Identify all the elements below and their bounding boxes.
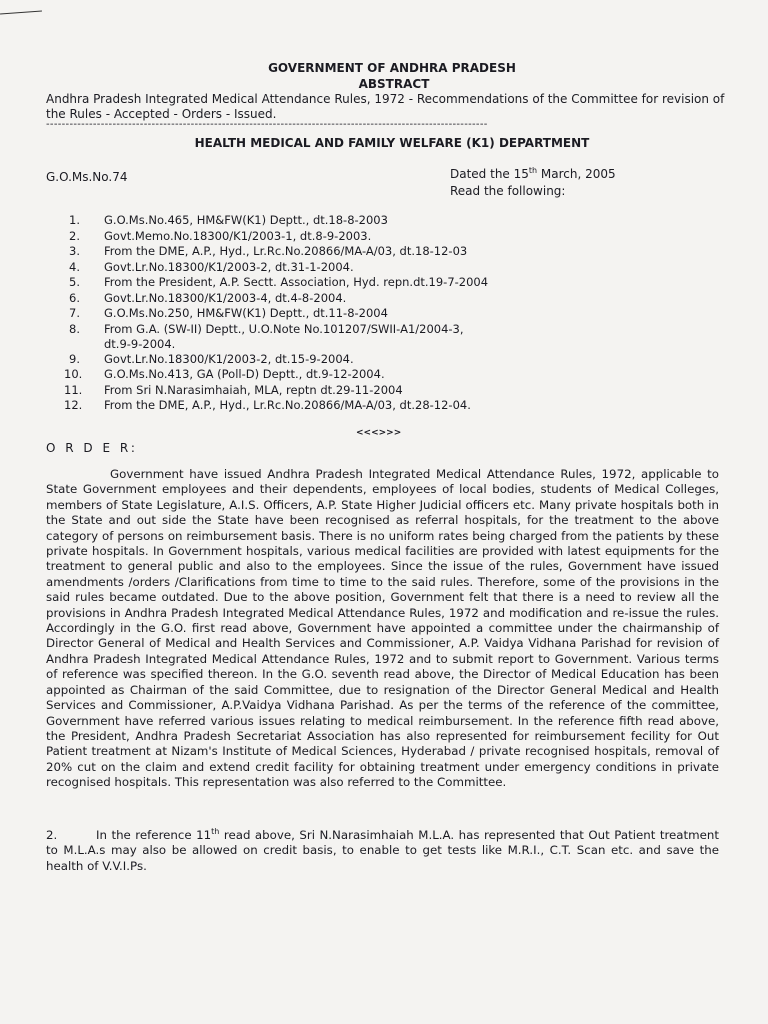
section-separator: <<<>>> xyxy=(356,428,402,438)
department-heading: HEALTH MEDICAL AND FAMILY WELFARE (K1) DEPARTMENT xyxy=(194,136,590,150)
scan-mark xyxy=(0,11,42,15)
order-paragraph-2: 2. In the reference 11th read above, Sri N.Narasimhaiah M.L.A. has represented that Out Patient treatment to M.L.A.s may also be allowed on credit basis, to enable to get tests like M.R.I., C.T. Scan etc. and save the health of V.V.I.Ps. xyxy=(46,827,720,873)
order-date: Dated the 15th March, 2005 xyxy=(450,166,616,181)
separator-line: ----------------------------------------------------------------------------------------------------------------- xyxy=(46,119,488,130)
go-number: G.O.Ms.No.74 xyxy=(46,170,128,184)
date-block xyxy=(450,166,616,200)
government-title: GOVERNMENT OF ANDHRA PRADESH xyxy=(268,61,516,75)
read-following: Read the following: xyxy=(450,184,566,198)
abstract-subject: Andhra Pradesh Integrated Medical Attendance Rules, 1972 - Recommendations of the Committee for revision of the Rules - Accepted - Orders - Issued. xyxy=(46,92,725,121)
abstract-heading: ABSTRACT xyxy=(358,77,430,91)
order-heading: O R D E R: xyxy=(46,441,138,455)
order-paragraph-1: Government have issued Andhra Pradesh Integrated Medical Attendance Rules, 1972, applicable to State Government employees and their dependents, employees of local bodies, students of Medical Colleges, members of State Legislature, A.I.S. Officers, A.P. State Higher Judicial officers etc. Many private hospitals both in the State and out side the State have been recognised as referral hospitals, for the treatment to the above category of persons on reimbursement basis. There is no uniform rates being charged from the patients by these private hospitals. In Government hospitals, various medical facilities are provided with latest equipments for the treatment to general public and also to the employees. Since the issue of the rules, Government have issued amendments /orders /Clarifications from time to time to the said rules. Therefore, some of the provisions in the said rules became outdated. Due to the above position, Government felt that there is a need to review all the provisions in Andhra Pradesh Integrated Medical Attendance Rules, 1972 and modification and re-issue the rules. Accordingly in the G.O. first read above, Government have appointed a committee under the chairmanship of Director General of Medical and Health Services and Commissioner, A.P. Vaidya Vidhana Parishad for revision of Andhra Pradesh Integrated Medical Attendance Rules, 1972 and to submit report to Government. Various terms of reference was specified thereon. In the G.O. seventh read above, the Director of Medical Education has been appointed as Chairman of the said Committee, due to resignation of the Director General Medical and Health Services and Commissioner, A.P.Vaidya Vidhana Parishad. As per the terms of the reference of the committee, Government have referred various issues relating to medical reimbursement. In the reference fifth read above, the President, Andhra Pradesh Secretariat Association has also represented for reimbursement fecility for Out Patient treatment at Nizam's Institute of Medical Sciences, Hyderabad / private recognised hospitals, removal of 20% cut on the claim and extend credit facility for obtaining treatment under emergency conditions in private recognised hospitals. This representation was also referred to the Committee. xyxy=(46,467,719,790)
